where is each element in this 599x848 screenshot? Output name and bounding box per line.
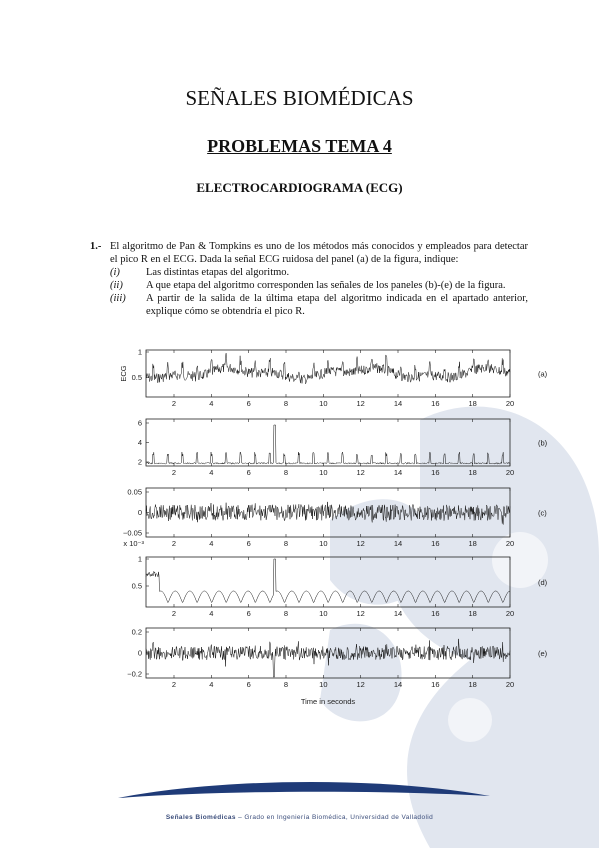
x-tick-label: 8 <box>283 399 289 408</box>
x-tick-label: 2 <box>171 539 177 548</box>
x-axis-label: Time in seconds <box>300 697 356 706</box>
y-tick-label: 0.5 <box>131 373 142 382</box>
x-tick-label: 6 <box>246 468 251 477</box>
x-tick-label: 2 <box>171 468 177 477</box>
x-tick-label: 4 <box>209 468 214 477</box>
x-tick-label: 8 <box>283 680 289 689</box>
footer-course: Señales Biomédicas <box>165 814 236 821</box>
panel-tag: (c) <box>538 508 547 518</box>
x-tick-label: 8 <box>283 468 289 477</box>
x-tick-label: 4 <box>209 609 214 618</box>
x-tick-label: 16 <box>431 680 440 689</box>
x-tick-label: 2 <box>171 399 177 408</box>
scale-exponent-label: x 10⁻³ <box>123 539 144 548</box>
item-text: Las distintas etapas del algoritmo. <box>146 267 290 278</box>
x-tick-label: 6 <box>246 399 251 408</box>
x-tick-label: 16 <box>431 399 440 408</box>
x-tick-label: 20 <box>505 539 515 548</box>
x-tick-label: 10 <box>319 539 328 548</box>
x-tick-label: 18 <box>468 539 477 548</box>
x-tick-label: 18 <box>468 468 477 477</box>
x-tick-label: 4 <box>209 399 214 408</box>
x-tick-label: 20 <box>505 680 515 689</box>
x-tick-label: 16 <box>431 468 440 477</box>
x-tick-label: 10 <box>319 399 328 408</box>
y-axis-label: ECG <box>119 365 128 382</box>
item-text: A que etapa del algoritmo corresponden las señales de los paneles (b)-(e) de la figura. <box>146 280 506 291</box>
page-title: SEÑALES BIOMÉDICAS <box>185 86 414 110</box>
y-tick-label: 1 <box>137 554 142 564</box>
x-tick-label: 4 <box>209 539 214 548</box>
problem-number: 1.- <box>90 241 102 252</box>
x-tick-label: 18 <box>468 399 477 408</box>
x-tick-label: 10 <box>319 609 328 618</box>
page-footer <box>0 814 599 821</box>
x-tick-label: 4 <box>209 680 214 689</box>
x-tick-label: 6 <box>246 680 251 689</box>
item-text: A partir de la salida de la última etapa del algoritmo indicada en el apartado anterior, explique cómo se obtendría el pico R. <box>146 293 528 317</box>
x-tick-label: 6 <box>246 539 251 548</box>
x-tick-label: 6 <box>246 609 251 618</box>
y-tick-label: −0.05 <box>123 528 142 538</box>
x-tick-label: 12 <box>356 680 365 689</box>
x-tick-label: 20 <box>505 468 515 477</box>
footer-degree: – Grado en Ingeniería Biomédica, Universidad de Valladolid <box>235 814 434 821</box>
x-tick-label: 8 <box>283 539 289 548</box>
x-tick-label: 14 <box>393 468 403 477</box>
x-tick-label: 14 <box>393 539 403 548</box>
problems-title: PROBLEMAS TEMA 4 <box>207 136 392 156</box>
y-tick-label: 0 <box>137 508 142 517</box>
y-tick-label: 0.5 <box>131 581 142 591</box>
y-tick-label: 4 <box>137 438 142 447</box>
panel-tag: (b) <box>538 438 548 448</box>
x-tick-label: 10 <box>319 468 328 477</box>
x-tick-label: 20 <box>505 399 515 408</box>
x-tick-label: 12 <box>356 468 365 477</box>
x-tick-label: 16 <box>431 539 440 548</box>
y-tick-label: 6 <box>137 418 142 428</box>
x-tick-label: 16 <box>431 609 440 618</box>
x-tick-label: 8 <box>283 609 289 618</box>
x-tick-label: 2 <box>171 680 177 689</box>
y-tick-label: 2 <box>137 457 142 467</box>
x-tick-label: 14 <box>393 399 403 408</box>
panel-tag: (a) <box>538 369 548 379</box>
topic-heading: ELECTROCARDIOGRAMA (ECG) <box>196 180 403 195</box>
y-tick-label: 0.2 <box>131 627 142 637</box>
panel-tag: (d) <box>538 578 548 587</box>
x-tick-label: 18 <box>468 680 477 689</box>
item-marker: (iii) <box>110 293 126 304</box>
x-tick-label: 12 <box>356 539 365 548</box>
item-marker: (i) <box>110 267 120 278</box>
x-tick-label: 20 <box>505 609 515 618</box>
x-tick-label: 18 <box>468 609 477 618</box>
item-marker: (ii) <box>110 280 123 291</box>
x-tick-label: 12 <box>356 609 365 618</box>
x-tick-label: 10 <box>319 680 328 689</box>
y-tick-label: 0.05 <box>127 487 142 497</box>
y-tick-label: −0.2 <box>127 669 142 679</box>
x-tick-label: 2 <box>171 609 177 618</box>
x-tick-label: 14 <box>393 680 403 689</box>
y-tick-label: 0 <box>137 648 142 658</box>
y-tick-label: 1 <box>137 347 142 357</box>
x-tick-label: 12 <box>356 399 365 408</box>
panel-tag: (e) <box>538 649 548 658</box>
problem-stem: El algoritmo de Pan & Tompkins es uno de los métodos más conocidos y empleados para detectar el pico R en el ECG. Dada la señal ECG ruidosa del panel (a) de la figura, indique: <box>110 241 528 265</box>
x-tick-label: 14 <box>393 609 403 618</box>
